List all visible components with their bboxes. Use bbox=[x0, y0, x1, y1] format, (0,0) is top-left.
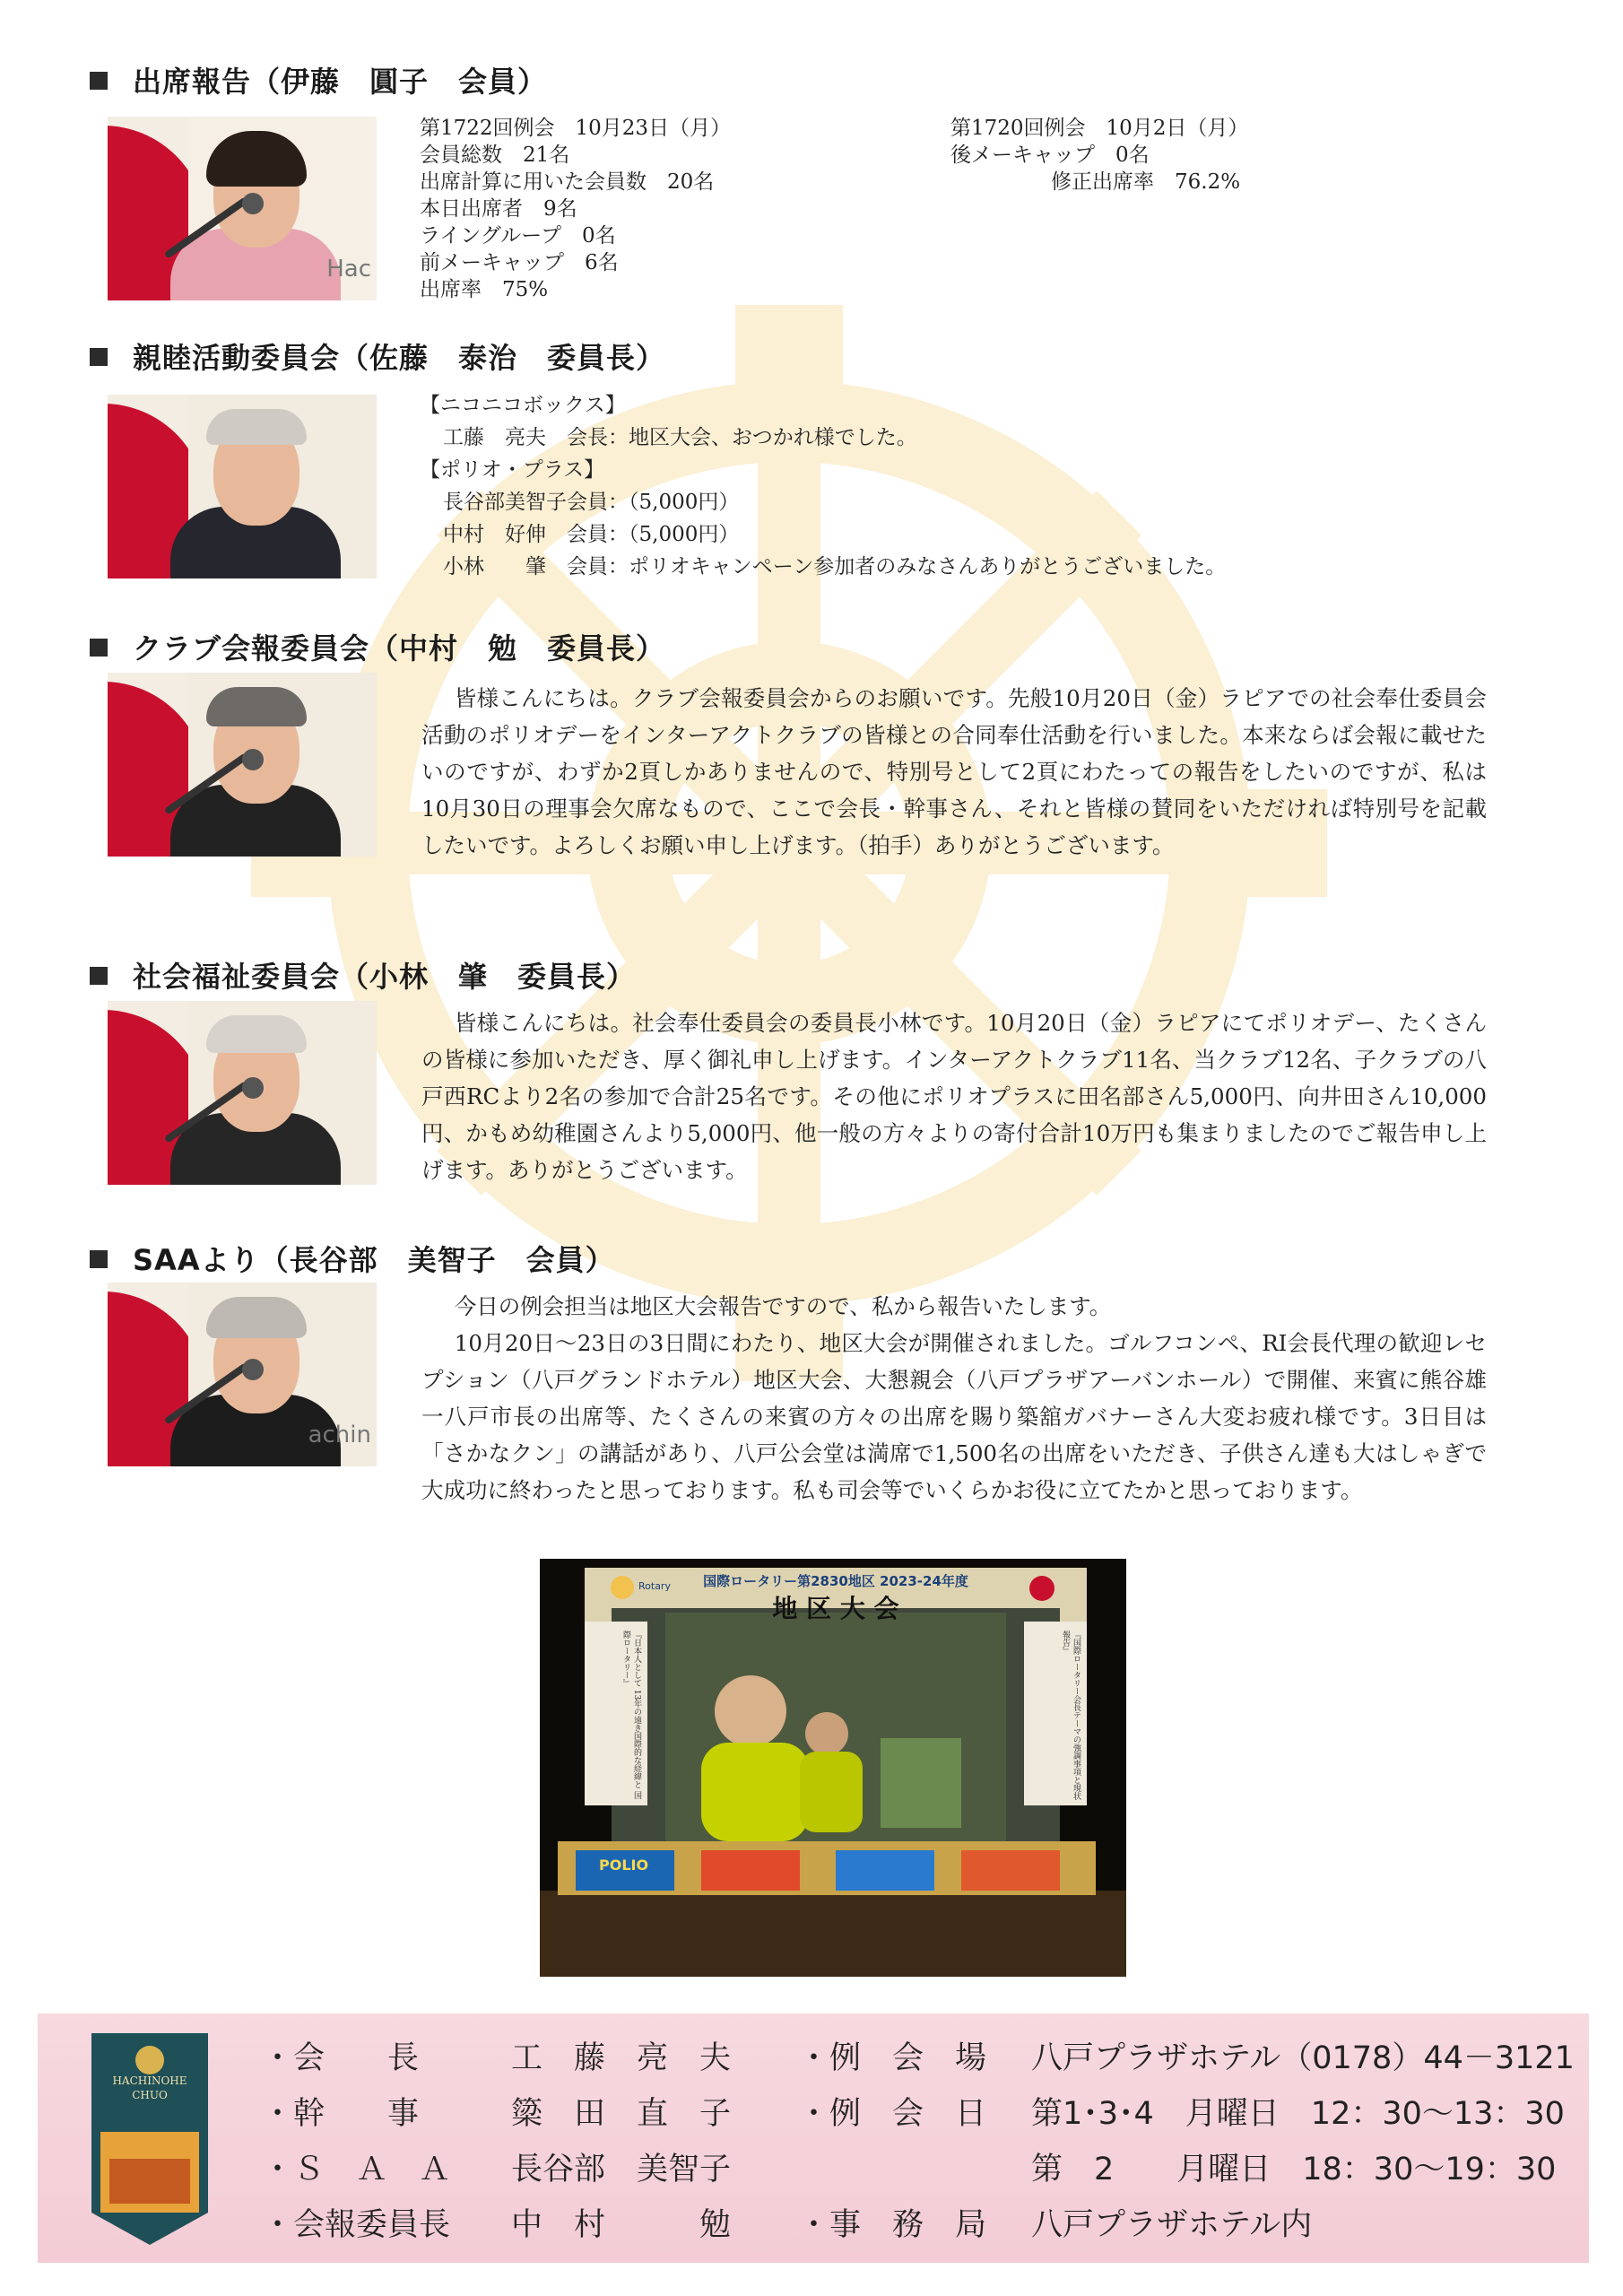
attendance-heading bbox=[90, 59, 547, 100]
fellowship-line: 小林 肇 会員：ポリオキャンペーン参加者のみなさんありがとうございました。 bbox=[443, 555, 1227, 578]
bullet-square-icon bbox=[90, 348, 108, 366]
stage-rotary-text: Rotary bbox=[638, 1580, 671, 1592]
stage-banner-big-text: 地 区 大 会 bbox=[772, 1594, 899, 1623]
fellowship-block bbox=[420, 389, 1226, 583]
heading-text: クラブ会報委員会（中村 勉 委員長） bbox=[133, 631, 666, 665]
fellowship-line: 長谷部美智子会員：（5,000円） bbox=[443, 491, 740, 514]
footer-role: ・会報委員長 bbox=[262, 2207, 451, 2243]
bullet-square-icon bbox=[90, 72, 108, 90]
attendance-line: 後メーキャップ 0名 bbox=[950, 144, 1150, 167]
footer-name: 長谷部 美智子 bbox=[511, 2152, 732, 2187]
saa-paragraph-2 bbox=[93, 1325, 1487, 1545]
attendance-left-block bbox=[420, 115, 731, 303]
attendance-line: 前メーキャップ 6名 bbox=[420, 251, 619, 274]
attendance-speaker-photo bbox=[108, 117, 377, 300]
stage-right-panel-text: 『国際ロータリー会長テーマの強調事項と現状報告』 bbox=[1061, 1631, 1081, 1800]
banner-text-2: CHUO bbox=[132, 2089, 168, 2101]
attendance-right-block bbox=[950, 115, 1248, 196]
welfare-speaker-photo bbox=[108, 1001, 377, 1185]
stage-banner-small-text: 国際ロータリー第2830地区 2023-24年度 bbox=[703, 1573, 968, 1589]
saa-text-2: 10月20日～23日の3日間にわたり、地区大会が開催されました。ゴルフコンペ、RI会長代理の歓迎レセプション（八戸グランドホテル）地区大会、大懇親会（八戸プラザアーバンホール）で開催、来賓に熊谷雄一八戸市長の出席等、たくさんの来賓の方々の出席を賜り築舘ガバナーさん大変お疲れ様です。3日目は「さかなクン」の講話があり、八戸公会堂は満席で1,500名の出席をいただき、子供さん達も大はしゃぎで大成功に終わったと思っております。私も司会等でいくらかお役に立てたかと思っております。 bbox=[421, 1330, 1487, 1503]
footer-label: ・例 会 日 bbox=[798, 2096, 987, 2132]
fellowship-speaker-photo bbox=[108, 395, 377, 578]
footer-value: 八戸プラザホテル（0178）44－3121 bbox=[1031, 2040, 1575, 2076]
welfare-text: 皆様こんにちは。社会奉仕委員会の委員長小林です。10月20日（金）ラピアにてポリオデー、たくさんの皆様に参加いただき、厚く御礼申し上げます。インターアクトクラブ11名、当クラブ12名、子クラブの八戸西RCより2名の参加で合計25名です。その他にポリオプラスに田名部さん5,000円、向井田さん10,000円、かもめ幼稚園さんより5,000円、他一般の方々よりの寄付合計10万円も集まりましたのでご報告申し上げます。ありがとうございます。 bbox=[421, 1010, 1487, 1183]
footer-label: ・事 務 局 bbox=[798, 2207, 987, 2243]
bulletin-text: 皆様こんにちは。クラブ会報委員会からのお願いです。先般10月20日（金）ラピアでの社会奉仕委員会活動のポリオデーをインターアクトクラブの皆様との合同奉仕活動を行いました。本来ならば会報に載せたいのですが、わずか2頁しかありませんので、特別号として2頁にわたっての報告をしたいのですが、私は10月30日の理事会欠席なもので、ここで会長・幹事さん、それと皆様の賛同をいただければ特別号を記載したいです。よろしくお願い申し上げます。（拍手）ありがとうございます。 bbox=[421, 685, 1487, 858]
attendance-line: 会員総数 21名 bbox=[420, 144, 570, 167]
attendance-line: 出席計算に用いた会員数 20名 bbox=[420, 170, 715, 194]
saa-text-1: 今日の例会担当は地区大会報告ですので、私から報告いたします。 bbox=[454, 1293, 1112, 1319]
footer-value: 第1･3･4 月曜日 12：30～13：30 bbox=[1031, 2096, 1565, 2132]
bullet-square-icon bbox=[90, 639, 108, 657]
footer-value: 第 2 月曜日 18：30～19：30 bbox=[1031, 2152, 1557, 2187]
club-banner-icon bbox=[91, 2033, 208, 2245]
footer-value: 八戸プラザホテル内 bbox=[1031, 2207, 1313, 2243]
heading-text: 親睦活動委員会（佐藤 泰治 委員長） bbox=[133, 341, 666, 375]
saa-heading bbox=[90, 1238, 615, 1279]
welfare-paragraph bbox=[421, 1004, 1487, 1188]
heading-text: SAAより（長谷部 美智子 会員） bbox=[133, 1243, 615, 1277]
photo-sign-text: Hac bbox=[326, 256, 371, 283]
footer-name: 工 藤 亮 夫 bbox=[511, 2040, 732, 2076]
district-conference-stage-photo bbox=[540, 1559, 1126, 1977]
heading-text: 出席報告（伊藤 圓子 会員） bbox=[133, 65, 548, 99]
footer-role: ・幹 事 bbox=[262, 2096, 420, 2132]
fellowship-line: 【ニコニコボックス】 bbox=[420, 394, 626, 417]
fellowship-line: 【ポリオ・プラス】 bbox=[420, 458, 605, 482]
bulletin-heading bbox=[90, 626, 665, 667]
stage-left-panel-text: 『日本人として 13年の遠き国際的な経緯と 国際ロータリー』 bbox=[621, 1631, 641, 1800]
attendance-line: 修正出席率 76.2% bbox=[1051, 170, 1241, 194]
footer-name: 中 村 勉 bbox=[511, 2207, 732, 2243]
bullet-square-icon bbox=[90, 1250, 108, 1268]
bulletin-speaker-photo bbox=[108, 673, 377, 857]
fellowship-line: 中村 好伸 会員：（5,000円） bbox=[443, 523, 740, 546]
bullet-square-icon bbox=[90, 967, 108, 985]
saa-paragraph-1 bbox=[421, 1288, 1487, 1325]
bulletin-paragraph bbox=[421, 680, 1487, 864]
fellowship-line: 工藤 亮夫 会長：地区大会、おつかれ様でした。 bbox=[443, 426, 917, 449]
footer-role: ・会 長 bbox=[262, 2040, 420, 2076]
attendance-line: 第1720回例会 10月2日（月） bbox=[950, 117, 1249, 140]
stage-polio-text: POLIO bbox=[599, 1857, 649, 1874]
footer-label: ・例 会 場 bbox=[798, 2040, 987, 2076]
attendance-line: 本日出席者 9名 bbox=[420, 197, 577, 221]
attendance-line: 出席率 75% bbox=[420, 278, 549, 301]
banner-text-1: HACHINOHE bbox=[112, 2074, 187, 2087]
attendance-line: 第1722回例会 10月23日（月） bbox=[420, 117, 732, 140]
fellowship-heading bbox=[90, 335, 665, 377]
heading-text: 社会福祉委員会（小林 肇 委員長） bbox=[133, 960, 637, 994]
welfare-heading bbox=[90, 954, 636, 996]
photo-sign-text: achin bbox=[308, 1422, 371, 1448]
footer-name: 簗 田 直 子 bbox=[511, 2096, 732, 2132]
attendance-line: ライングループ 0名 bbox=[420, 224, 616, 248]
footer-role: ・Ｓ Ａ Ａ bbox=[262, 2152, 451, 2187]
club-info-footer bbox=[38, 2013, 1589, 2263]
